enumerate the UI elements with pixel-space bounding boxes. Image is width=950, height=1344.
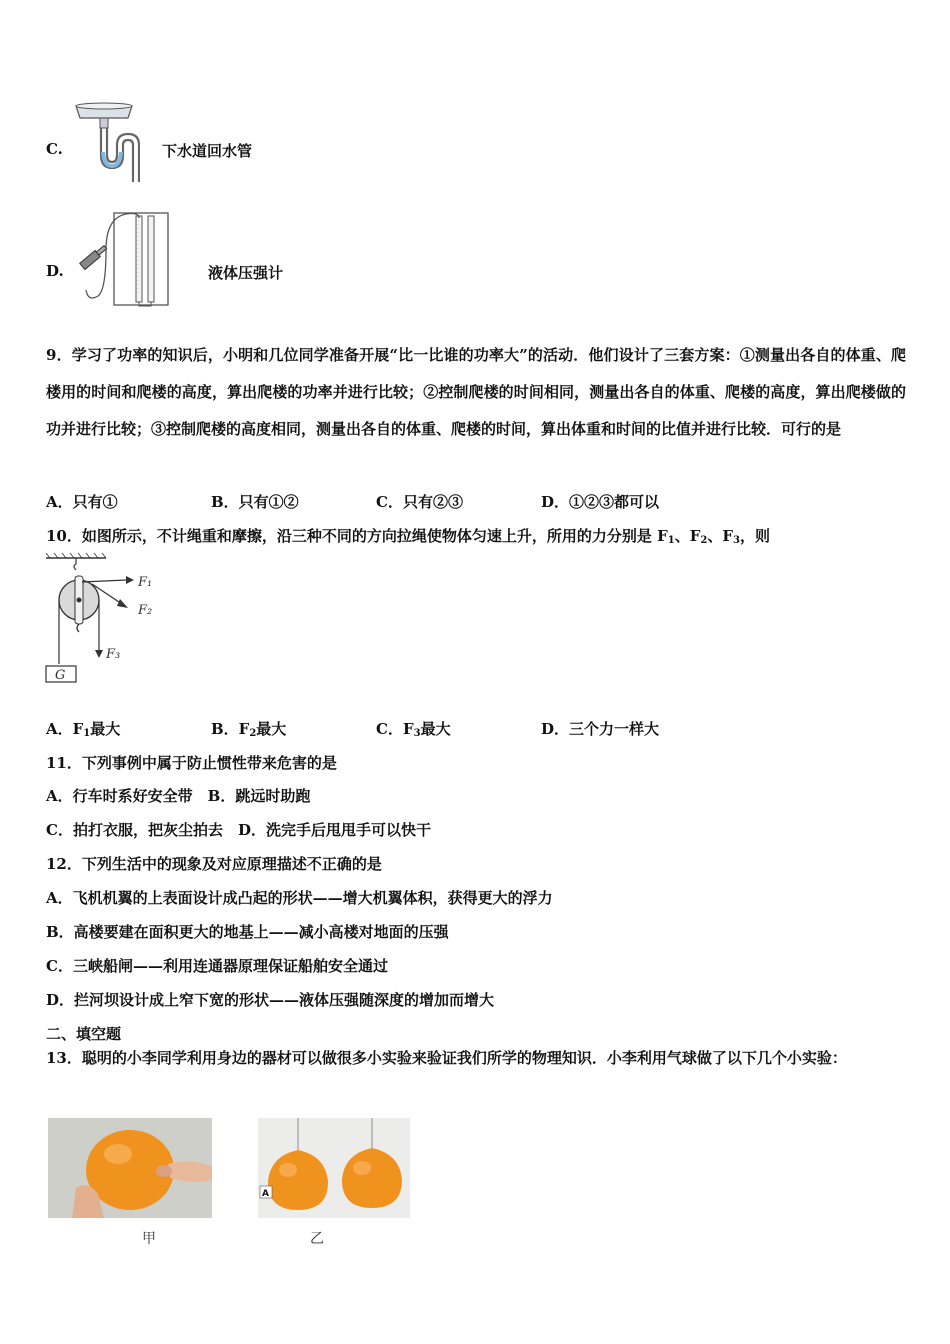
photo-hanging-balloons [258,1118,410,1218]
option-c-label: 下水道回水管 [162,142,253,160]
pressure-gauge-figure [76,210,176,310]
photo1-caption: 甲 [142,1231,156,1247]
photo2-caption: 乙 [310,1231,324,1247]
q9-option-b: B．只有①② [211,493,299,511]
marker-a: A [262,1189,269,1199]
f1-label: F₁ [138,575,153,590]
option-c-letter: C. [46,140,63,158]
drain-trap-figure [70,100,140,185]
q9-stem: 9．学习了功率的知识后，小明和几位同学准备开展“比一比谁的功率大”的活动．他们设计了三套方案：①测量出各自的体重、爬楼用的时间和爬楼的高度，算出爬楼的功率并进行比较；②控制爬楼的时间相同，测量出各自的体重、爬楼的高度，算出爬楼做的功并进行比较；③控制爬楼的高度相同，测量出各自的体重、爬楼的时间，算出体重和时间的比值并进行比较．可行的是 [46,346,906,438]
f2-label: F₂ [138,603,153,618]
f3-label: F₃ [106,647,121,662]
option-d-letter: D. [46,262,64,280]
q12-option-c: C．三峡船闸——利用连通器原理保证船舶安全通过 [46,957,388,975]
q11-options-ab: A．行车时系好安全带 B．跳远时助跑 [46,787,311,805]
q9-option-a: A．只有① [46,493,118,511]
q10-option-a: A．$F_1$最大 [46,720,121,739]
q11-options-cd: C．拍打衣服，把灰尘拍去 D．洗完手后甩甩手可以快干 [46,821,431,839]
pulley-figure [42,552,172,692]
q13-stem: 13．聪明的小李同学利用身边的器材可以做很多小实验来验证我们所学的物理知识．小李利用气球做了以下几个小实验： [46,1049,847,1067]
option-d-label: 液体压强计 [208,264,284,282]
q9-option-c: C．只有②③ [376,493,463,511]
q12-option-a: A．飞机机翼的上表面设计成凸起的形状——增大机翼体积，获得更大的浮力 [46,889,553,907]
q12-option-b: B．高楼要建在面积更大的地基上——减小高楼对地面的压强 [46,923,449,941]
weight-label: G [55,668,66,683]
photo-balloon-finger [48,1118,212,1218]
section-title: 二、填空题 [46,1025,122,1043]
q12-option-d: D．拦河坝设计成上窄下宽的形状——液体压强随深度的增加而增大 [46,991,495,1009]
q11-stem: 11．下列事例中属于防止惯性带来危害的是 [46,754,337,772]
q12-stem: 12．下列生活中的现象及对应原理描述不正确的是 [46,855,382,873]
q10-stem: 10．如图所示，不计绳重和摩擦，沿三种不同的方向拉绳使物体匀速上升，所用的力分别是 $F_1$、$F_2$、$F_3$，则 [46,527,770,546]
q9-option-d: D．①②③都可以 [541,493,660,511]
q10-option-d: D．三个力一样大 [541,720,660,738]
q10-option-c: C．$F_3$最大 [376,720,451,739]
q10-option-b: B．$F_2$最大 [211,720,287,739]
